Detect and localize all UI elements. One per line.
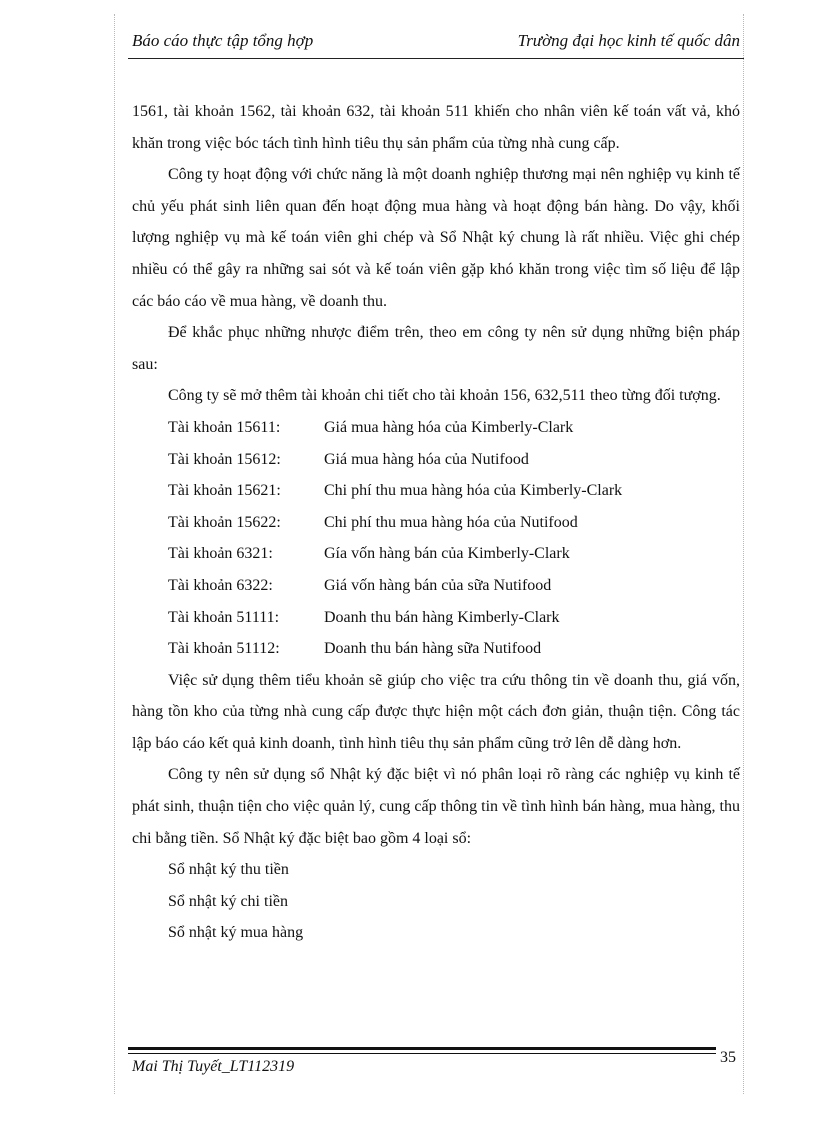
account-desc: Doanh thu bán hàng Kimberly-Clark [324, 608, 560, 626]
account-code: Tài khoản 51112: [168, 640, 280, 658]
paragraph-5: Việc sử dụng thêm tiểu khoản sẽ giúp cho việc tra cứu thông tin về doanh thu, giá vốn, hàng tồn kho của từng nhà cung cấp được thực hiện một cách đơn giản, thuận tiện. Công tác lập báo cáo kết quả kinh doanh, tình hình tiêu thụ sản phẩm cũng trở lên dễ dàng hơn. [132, 671, 740, 752]
paragraph-3: Để khắc phục những nhược điểm trên, theo em công ty nên sử dụng những biện pháp sau: [132, 324, 740, 373]
paragraph-1: 1561, tài khoản 1562, tài khoản 632, tài khoản 511 khiến cho nhân viên kế toán vất vả, khó khăn trong việc bóc tách tình hình tiêu thụ sản phẩm của từng nhà cung cấp. [132, 103, 740, 152]
account-row [132, 602, 740, 634]
paragraph-6: Công ty nên sử dụng sổ Nhật ký đặc biệt vì nó phân loại rõ ràng các nghiệp vụ kinh tế phát sinh, thuận tiện cho việc quản lý, cung cấp thông tin về tình hình bán hàng, mua hàng, thu chi bằng tiền. Sổ Nhật ký đặc biệt bao gồm 4 loại sổ: [132, 766, 740, 847]
account-row [132, 570, 740, 602]
ledger-item: Sổ nhật ký mua hàng [168, 924, 304, 942]
account-code: Tài khoản 51111: [168, 608, 280, 626]
account-code: Tài khoản 6321: [168, 545, 273, 563]
account-row [132, 633, 740, 665]
header-right-title: Trường đại học kinh tế quốc dân [517, 31, 740, 50]
account-desc: Giá mua hàng hóa của Nutifood [324, 450, 529, 468]
account-desc: Chi phí thu mua hàng hóa của Nutifood [324, 513, 578, 531]
account-code: Tài khoản 15611: [168, 418, 281, 436]
account-row [132, 444, 740, 476]
account-row [132, 475, 740, 507]
account-row [132, 507, 740, 539]
paragraph-4: Công ty sẽ mở thêm tài khoản chi tiết cho tài khoản 156, 632,511 theo từng đối tượng. [168, 387, 721, 405]
page-number: 35 [720, 1049, 736, 1066]
account-list [132, 412, 740, 665]
header-rule [128, 58, 744, 59]
document-body [132, 96, 740, 949]
account-code: Tài khoản 15622: [168, 513, 281, 531]
account-desc: Giá vốn hàng bán của sữa Nutifood [324, 576, 552, 594]
account-desc: Doanh thu bán hàng sữa Nutifood [324, 640, 542, 658]
footer-author: Mai Thị Tuyết_LT112319 [132, 1058, 295, 1075]
header-left-title: Báo cáo thực tập tổng hợp [132, 31, 314, 50]
ledger-list [132, 854, 740, 949]
ledger-item: Sổ nhật ký chi tiền [168, 892, 288, 910]
account-desc: Giá mua hàng hóa của Kimberly-Clark [324, 418, 574, 436]
account-code: Tài khoản 15621: [168, 482, 281, 500]
paragraph-2: Công ty hoạt động với chức năng là một doanh nghiệp thương mại nên nghiệp vụ kinh tế chủ yếu phát sinh liên quan đến hoạt động mua hàng và hoạt động bán hàng. Do vậy, khối lượng nghiệp vụ mà kế toán viên ghi chép và Sổ Nhật ký chung là rất nhiều. Việc ghi chép nhiều có thể gây ra những sai sót và kế toán viên gặp khó khăn trong việc tìm số liệu để lập các báo cáo về mua hàng, về doanh thu. [132, 166, 740, 310]
account-code: Tài khoản 15612: [168, 450, 281, 468]
ledger-item: Sổ nhật ký thu tiền [168, 861, 289, 879]
account-row [132, 412, 740, 444]
account-row [132, 538, 740, 570]
page-header [132, 31, 740, 61]
footer-rule-thin [128, 1053, 716, 1054]
account-code: Tài khoản 6322: [168, 576, 273, 594]
footer-rule-thick [128, 1047, 716, 1050]
account-desc: Gía vốn hàng bán của Kimberly-Clark [324, 545, 570, 563]
account-desc: Chi phí thu mua hàng hóa của Kimberly-Clark [324, 482, 623, 500]
